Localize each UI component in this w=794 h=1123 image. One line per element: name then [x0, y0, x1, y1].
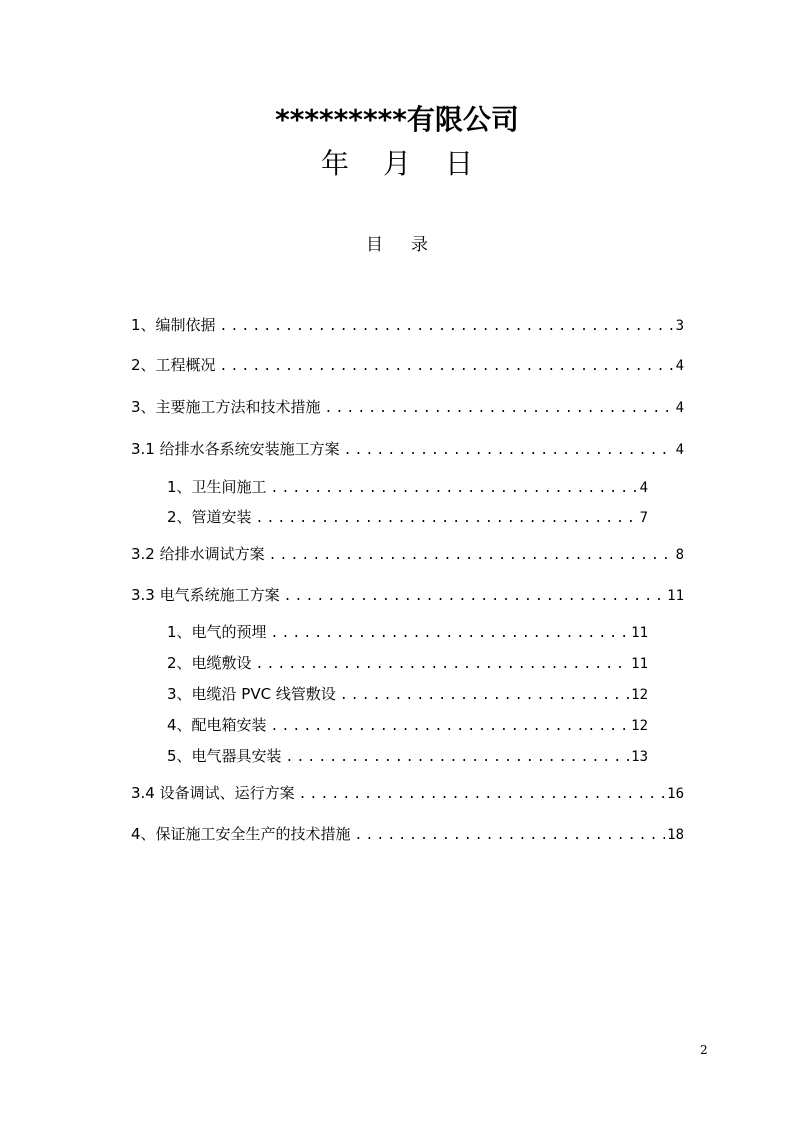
toc-entry-page: 12 [631, 687, 648, 703]
toc-entry-page: 4 [675, 400, 684, 416]
toc-entry-label: 3.2 给排水调试方案 [131, 545, 265, 563]
toc-entry[interactable] [131, 585, 684, 607]
toc-title-char-2: 录 [411, 235, 428, 255]
company-name: *********有限公司 [275, 103, 519, 136]
date-day: 日 [445, 147, 474, 180]
toc-entry[interactable] [167, 715, 648, 737]
toc-entry-label: 5、电气器具安装 [167, 747, 282, 765]
toc-leader-dots [286, 748, 630, 768]
toc-entry-page: 11 [631, 625, 648, 641]
toc-entry-label: 4、配电箱安装 [167, 716, 267, 734]
toc-entry[interactable] [167, 477, 648, 499]
toc-entry-page: 7 [639, 510, 648, 526]
toc-entry[interactable] [167, 622, 648, 644]
toc-entry-label: 3.1 给排水各系统安装施工方案 [131, 440, 340, 458]
toc-entry-label: 1、编制依据 [131, 316, 216, 334]
toc-entry-page: 4 [675, 442, 684, 458]
toc-entry[interactable] [167, 653, 648, 675]
toc-entry-page: 4 [675, 358, 684, 374]
toc-entry-label: 3、主要施工方法和技术措施 [131, 398, 321, 416]
toc-entry[interactable] [131, 783, 684, 805]
toc-entry-label: 1、卫生间施工 [167, 478, 267, 496]
toc-entry[interactable] [131, 355, 684, 377]
toc-leader-dots [271, 624, 630, 644]
date-year: 年 [320, 147, 349, 180]
toc-leader-dots [344, 441, 674, 461]
toc-entry[interactable] [131, 397, 684, 419]
toc-entry-label: 2、电缆敷设 [167, 654, 252, 672]
toc-leader-dots [256, 509, 638, 529]
toc-entry-page: 13 [631, 749, 648, 765]
toc-entry-label: 2、管道安装 [167, 508, 252, 526]
toc-leader-dots [355, 826, 666, 846]
toc-entry-page: 12 [631, 718, 648, 734]
toc-entry-page: 18 [667, 827, 684, 843]
toc-leader-dots [271, 479, 638, 499]
toc-leader-dots [220, 317, 674, 337]
toc-entry[interactable] [167, 507, 648, 529]
toc-entry-page: 3 [675, 318, 684, 334]
toc-leader-dots [269, 546, 674, 566]
toc-entry[interactable] [131, 315, 684, 337]
toc-entry[interactable] [167, 684, 648, 706]
toc-leader-dots [340, 686, 629, 706]
toc-entry-label: 2、工程概况 [131, 356, 216, 374]
toc-leader-dots [220, 357, 674, 377]
toc-entry-label: 1、电气的预埋 [167, 623, 267, 641]
toc-leader-dots [325, 399, 674, 419]
toc-entry-page: 16 [667, 786, 684, 802]
toc-entry-page: 4 [639, 480, 648, 496]
date-month: 月 [382, 147, 411, 180]
toc-entry[interactable] [131, 544, 684, 566]
toc-leader-dots [284, 587, 666, 607]
toc-leader-dots [271, 717, 630, 737]
toc-entry-label: 3、电缆沿 PVC 线管敷设 [167, 685, 336, 703]
toc-title-char-1: 目 [366, 235, 383, 255]
toc-entry-label: 3.3 电气系统施工方案 [131, 586, 280, 604]
page-number: 2 [700, 1043, 708, 1057]
toc-leader-dots [256, 655, 630, 675]
toc-entry-page: 8 [675, 547, 684, 563]
toc-entry-label: 4、保证施工安全生产的技术措施 [131, 825, 351, 843]
toc-entry[interactable] [131, 824, 684, 846]
toc-leader-dots [299, 785, 666, 805]
toc-entry[interactable] [167, 746, 648, 768]
toc-entry-page: 11 [631, 656, 648, 672]
toc-entry-page: 11 [667, 588, 684, 604]
toc-entry-label: 3.4 设备调试、运行方案 [131, 784, 295, 802]
toc-entry[interactable] [131, 439, 684, 461]
